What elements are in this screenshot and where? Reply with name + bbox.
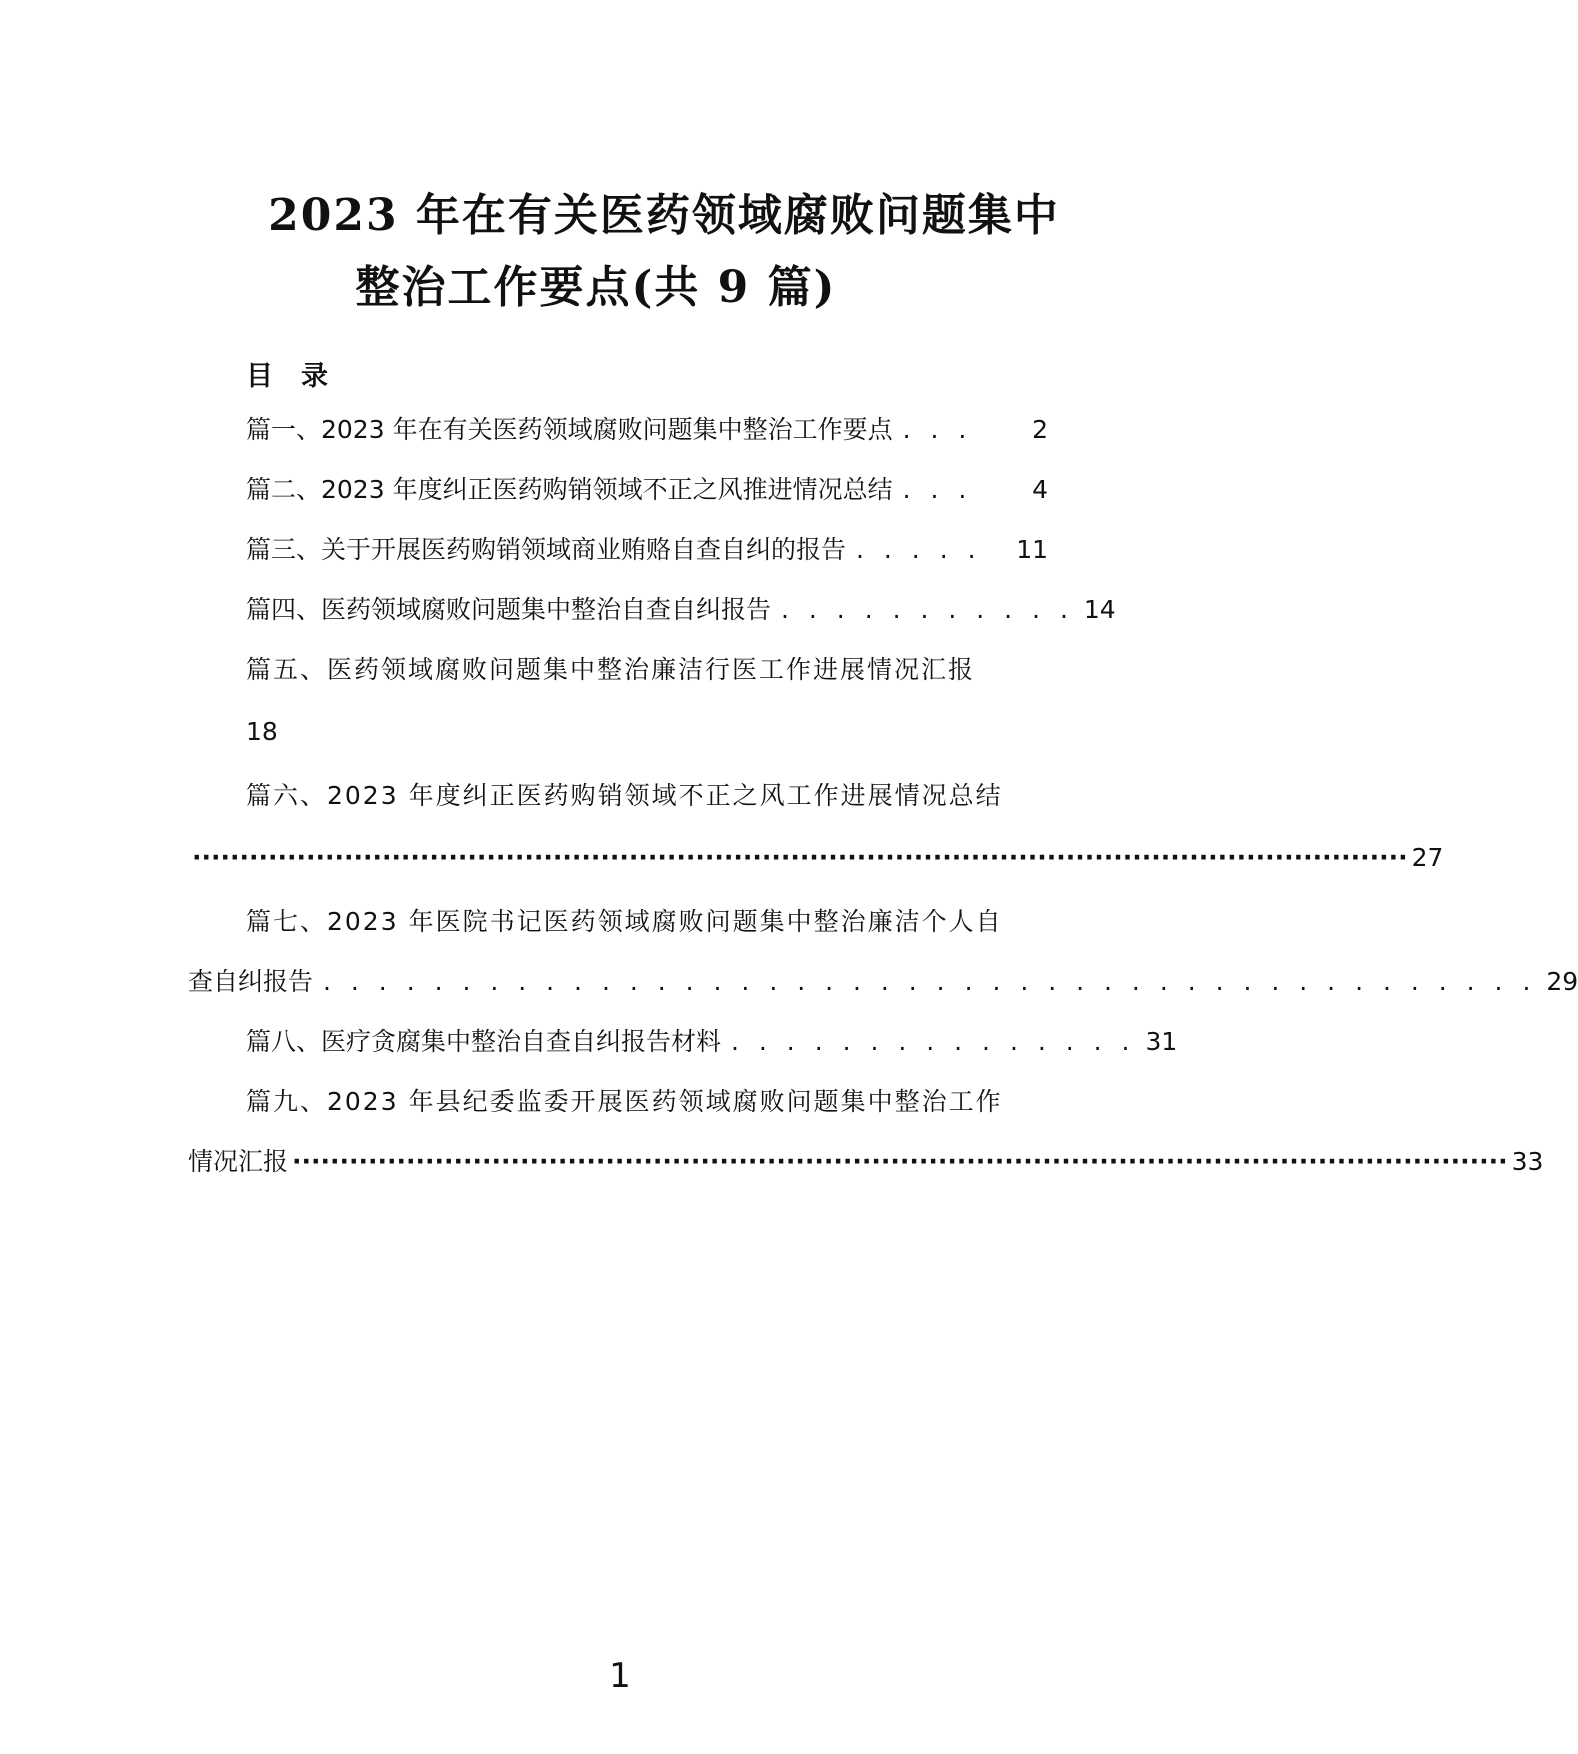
toc-page-number: 18: [246, 717, 278, 746]
toc-dot-leader: . . . . . . . . . . . . . . . . . . . . . . . . . . . . . . . . . . . . . . . . . . . .: [323, 967, 1537, 996]
toc-page-number: 31: [1145, 1027, 1178, 1056]
toc-dot-leader: ································································································································: [292, 1147, 1508, 1176]
toc-entry-title: 篇一、2023 年在有关医药领域腐败问题集中整治工作要点: [246, 415, 893, 444]
toc-dot-leader: . . . . .: [856, 535, 982, 564]
toc-entry-title: 篇九、2023 年县纪委监委开展医药领域腐败问题集中整治工作: [246, 1087, 1003, 1116]
toc-page-number: 27: [1411, 843, 1444, 872]
toc-entry-title: 篇五、医药领域腐败问题集中整治廉洁行医工作进展情况汇报: [246, 655, 976, 684]
toc-entry-9-continuation[interactable]: [188, 1142, 1544, 1182]
toc-entry-2[interactable]: [246, 470, 1048, 510]
toc-dot-leader: . . . . . . . . . . . . . . .: [731, 1027, 1136, 1056]
toc-entry-7[interactable]: [246, 902, 1048, 942]
toc-page-number: 33: [1511, 1147, 1544, 1176]
toc-entry-title: 篇四、医药领域腐败问题集中整治自查自纠报告: [246, 595, 772, 624]
toc-entry-7-continuation[interactable]: [188, 962, 1578, 1002]
toc-entry-3[interactable]: [246, 530, 1048, 570]
toc-entry-4[interactable]: [246, 590, 1116, 630]
toc-entry-5-continuation[interactable]: [246, 712, 1048, 752]
toc-entry-title-continued: 情况汇报: [188, 1147, 289, 1176]
toc-entry-title: 篇二、2023 年度纠正医药购销领域不正之风推进情况总结: [246, 475, 893, 504]
toc-entry-title: 篇七、2023 年医院书记医药领域腐败问题集中整治廉洁个人自: [246, 907, 1003, 936]
toc-page-number: 11: [1016, 535, 1048, 564]
toc-entry-5[interactable]: [246, 650, 1048, 690]
toc-page-number: 14: [1083, 595, 1116, 624]
toc-page-number: 4: [1032, 475, 1048, 504]
toc-entry-title: 篇六、2023 年度纠正医药购销领域不正之风工作进展情况总结: [246, 781, 1003, 810]
toc-page-number: 29: [1546, 967, 1578, 996]
toc-dot-leader: . . .: [902, 475, 973, 504]
toc-entry-title-continued: 查自纠报告: [188, 967, 314, 996]
toc-heading: 目录: [246, 361, 356, 392]
toc-entry-title: 篇八、医疗贪腐集中整治自查自纠报告材料: [246, 1027, 722, 1056]
document-title-line-2: 整治工作要点(共 9 篇): [355, 262, 837, 313]
document-title-line-1: 2023 年在有关医药领域腐败问题集中: [268, 190, 1060, 241]
page-number: 1: [609, 1656, 631, 1696]
toc-entry-1[interactable]: [246, 410, 1048, 450]
toc-dot-leader: . . .: [902, 415, 973, 444]
toc-dot-leader: ································································································································: [192, 843, 1408, 872]
toc-entry-6-continuation[interactable]: [188, 838, 1444, 878]
toc-dot-leader: . . . . . . . . . . .: [781, 595, 1074, 624]
toc-entry-title: 篇三、关于开展医药购销领域商业贿赂自查自纠的报告: [246, 535, 847, 564]
toc-entry-9[interactable]: [246, 1082, 1048, 1122]
toc-entry-8[interactable]: [246, 1022, 1178, 1062]
toc-entry-6[interactable]: [246, 776, 1048, 816]
toc-page-number: 2: [1032, 415, 1048, 444]
